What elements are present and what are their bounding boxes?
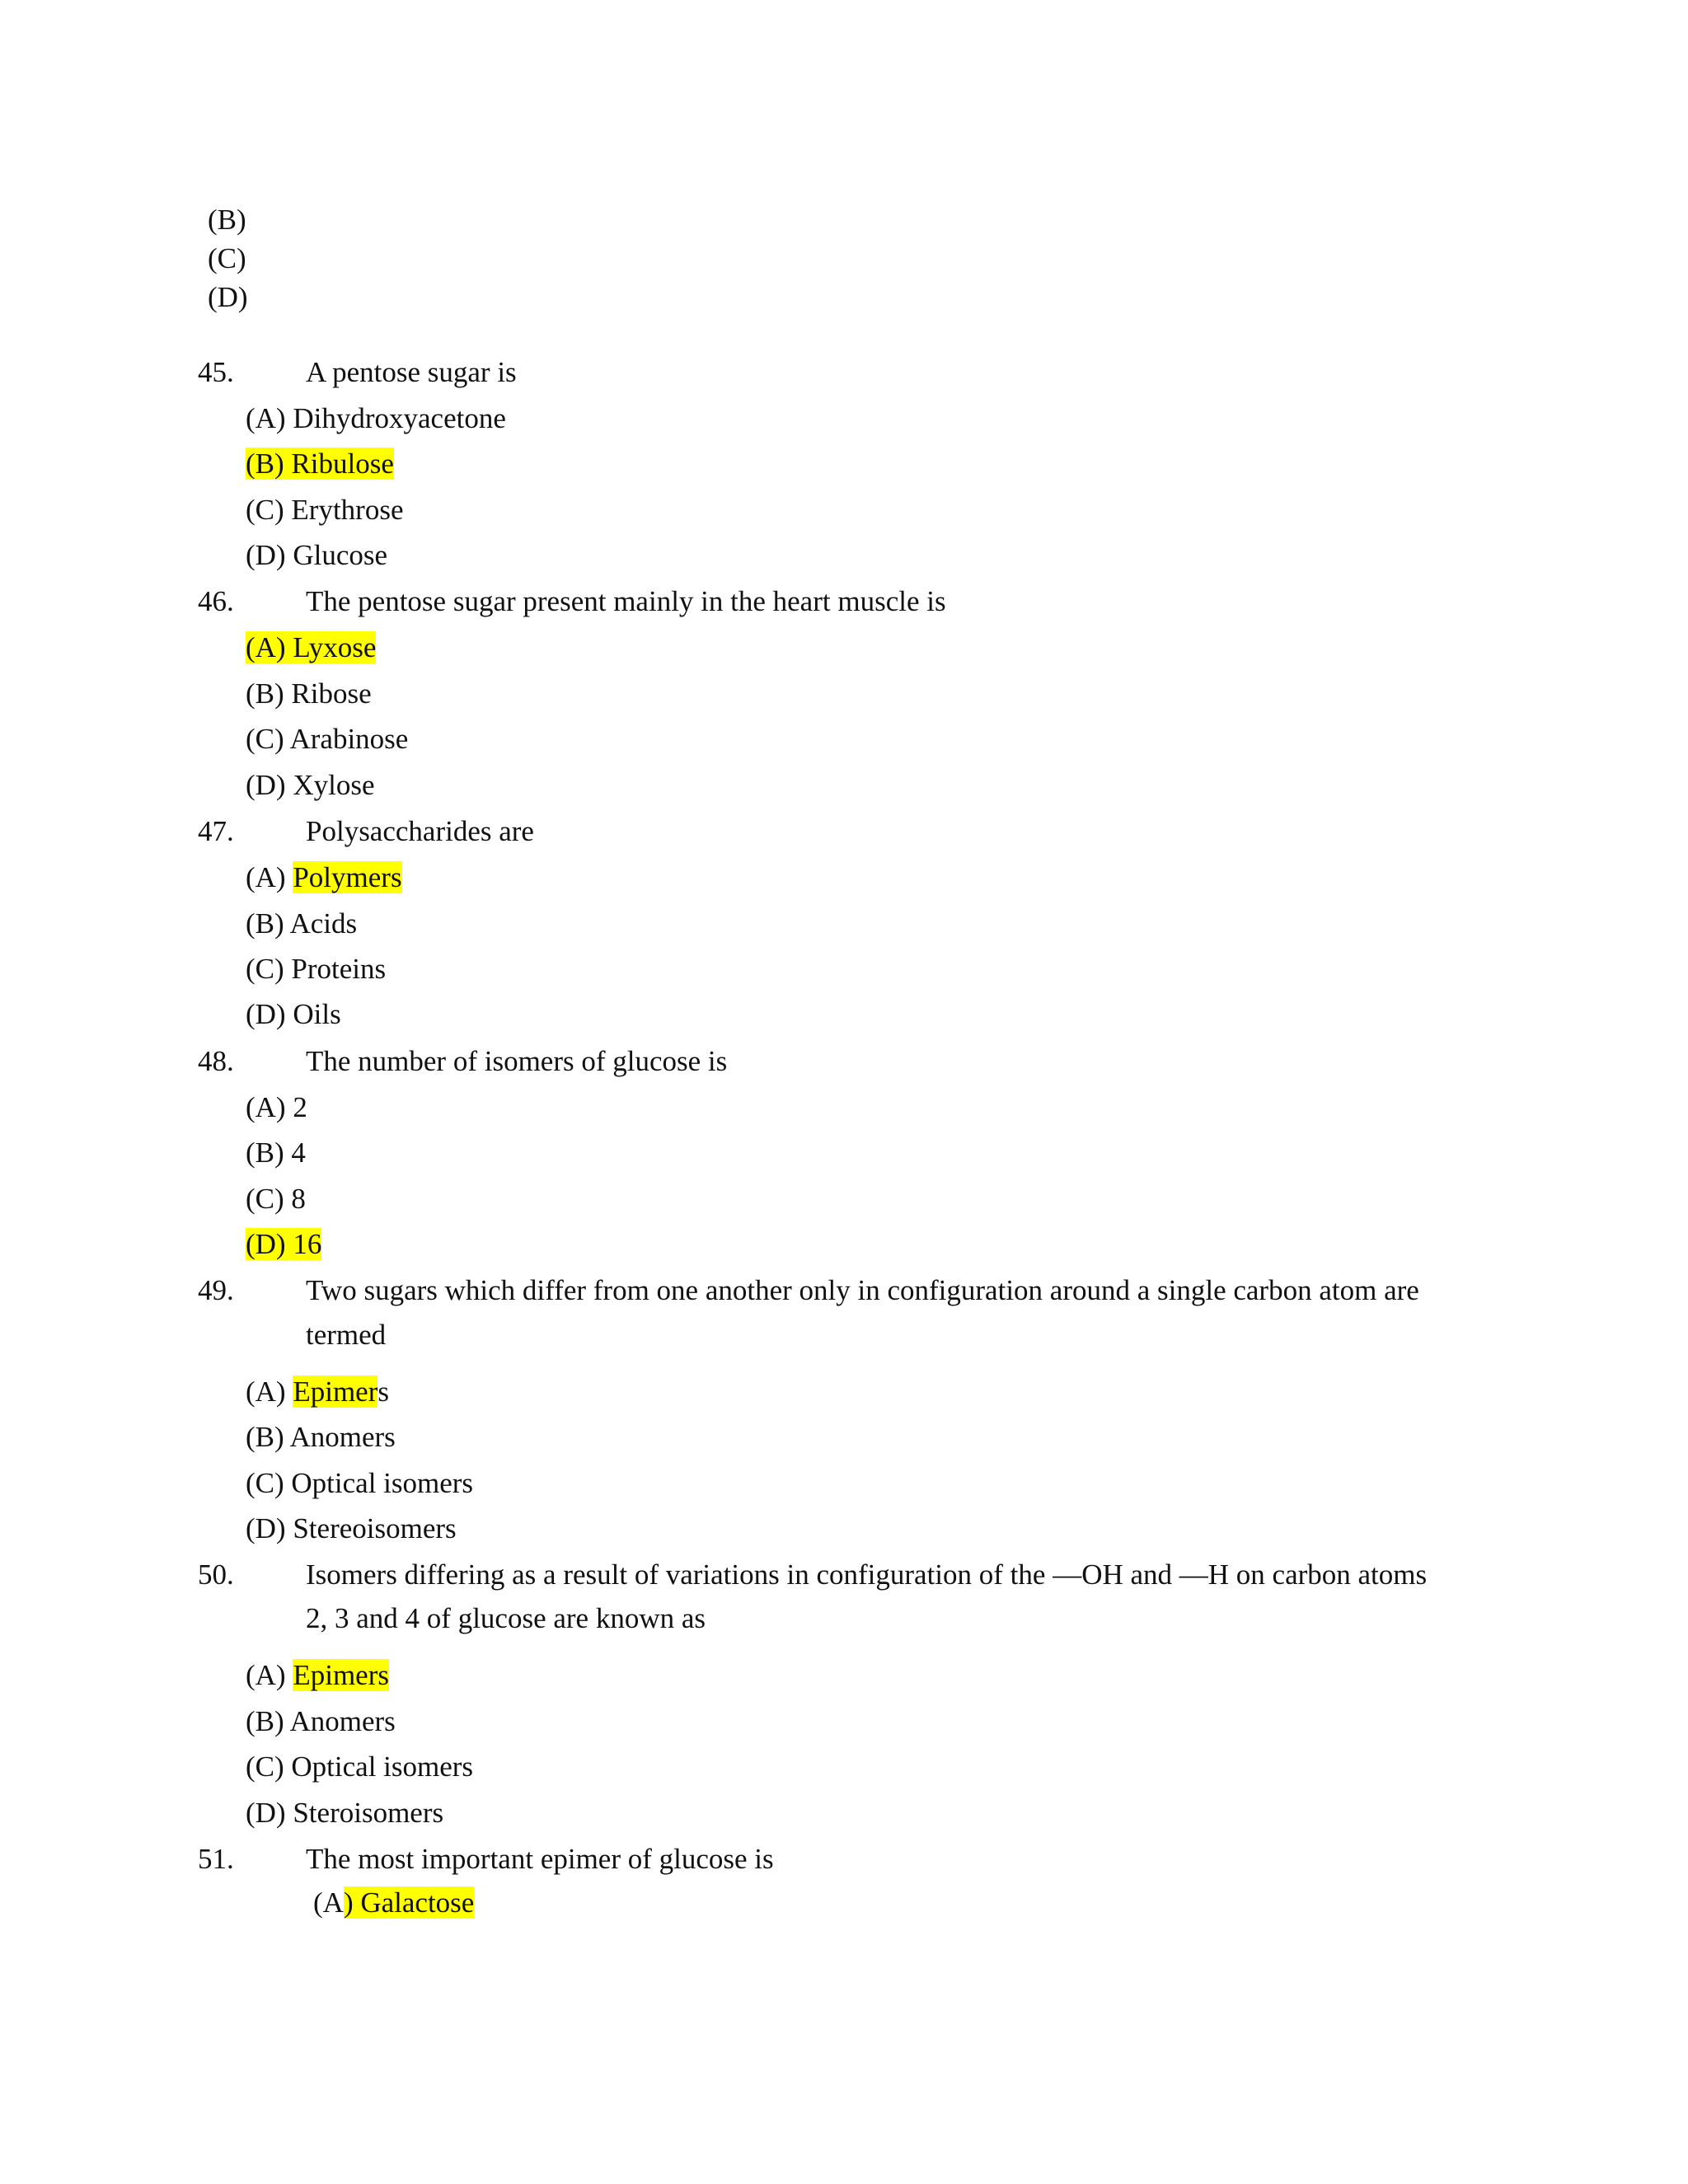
question-51-text: The most important epimer of glucose is [306, 1843, 774, 1875]
q48-option-a [246, 1089, 307, 1127]
option-label: (A [313, 1886, 344, 1919]
q47-option-c [246, 950, 386, 988]
option-text: Xylose [293, 769, 375, 801]
option-label: (D) [246, 1512, 286, 1544]
q45-option-c [246, 491, 403, 529]
question-47-text: Polysaccharides are [306, 815, 534, 847]
q46-option-b [246, 675, 372, 713]
option-text: Optical isomers [291, 1467, 474, 1499]
option-text: Lyxose [293, 631, 377, 663]
q49-option-d [246, 1510, 457, 1548]
option-text-rest: s [377, 1376, 389, 1408]
question-50-text-line1: Isomers differing as a result of variations in configuration of the —OH and —H on carbon atoms [306, 1558, 1428, 1591]
q47-option-a [246, 859, 402, 897]
option-text: Optical isomers [291, 1750, 474, 1783]
q50-option-c [246, 1748, 473, 1786]
q49-option-b [246, 1418, 396, 1456]
fragment-option-c: (C) [208, 242, 246, 274]
option-text: 8 [291, 1183, 306, 1215]
q50-option-d [246, 1794, 443, 1832]
q48-option-c [246, 1180, 306, 1218]
option-text: Dihydroxyacetone [293, 402, 506, 434]
question-45-number: 45. [198, 356, 234, 388]
highlighted-answer [344, 1886, 474, 1919]
option-label-close: ) [343, 1886, 354, 1919]
option-text: Arabinose [289, 723, 409, 755]
option-label: (A) [246, 861, 286, 893]
option-text: 2 [293, 1091, 307, 1123]
option-label: (C) [246, 1183, 284, 1215]
option-text: Anomers [289, 1421, 396, 1453]
option-text: Oils [293, 998, 341, 1030]
option-label: (A) [246, 1376, 286, 1408]
option-label: (B) [246, 1421, 284, 1453]
fragment-option-d: (D) [208, 281, 248, 313]
highlighted-answer: Polymers [293, 861, 402, 893]
highlighted-answer: Epimer [293, 1376, 378, 1408]
q48-option-d [246, 1226, 321, 1263]
question-46-number: 46. [198, 585, 234, 617]
option-text: Steroisomers [293, 1797, 444, 1829]
option-text: Proteins [291, 953, 387, 985]
option-label: (A) [246, 631, 286, 663]
q48-option-b [246, 1134, 306, 1172]
option-label: (C) [246, 723, 284, 755]
option-text: Anomers [289, 1705, 396, 1737]
fragment-option-b: (B) [208, 204, 246, 236]
option-label: (D) [246, 1797, 286, 1829]
q46-option-d [246, 766, 375, 804]
option-text: Glucose [293, 539, 388, 571]
option-label: (B) [246, 448, 284, 480]
question-51-number: 51. [198, 1843, 234, 1875]
option-text: 4 [291, 1137, 306, 1169]
option-label: (B) [246, 1705, 284, 1737]
question-46-text: The pentose sugar present mainly in the heart muscle is [306, 585, 946, 617]
question-49-text-line2: termed [306, 1319, 387, 1351]
q49-option-a [246, 1373, 389, 1411]
question-47-number: 47. [198, 815, 234, 847]
q47-option-b [246, 905, 357, 943]
question-50-number: 50. [198, 1558, 234, 1591]
option-text: Ribulose [291, 448, 394, 480]
option-text: Ribose [291, 677, 372, 710]
q45-option-d [246, 537, 387, 574]
option-label: (B) [246, 1137, 284, 1169]
option-label: (A) [246, 1091, 286, 1123]
option-text: Galactose [360, 1886, 475, 1919]
option-label: (C) [246, 1750, 284, 1783]
question-48-number: 48. [198, 1045, 234, 1077]
q51-option-a [313, 1884, 474, 1922]
q47-option-d [246, 996, 341, 1033]
option-label: (D) [246, 769, 286, 801]
q50-option-b [246, 1703, 396, 1741]
option-label: (B) [246, 907, 284, 940]
option-text: Stereoisomers [293, 1512, 457, 1544]
option-label: (C) [246, 953, 284, 985]
option-label: (C) [246, 494, 284, 526]
option-label: (C) [246, 1467, 284, 1499]
question-45-text: A pentose sugar is [306, 356, 517, 388]
option-text: Erythrose [291, 494, 404, 526]
highlighted-answer [246, 1228, 321, 1260]
question-49-number: 49. [198, 1274, 234, 1306]
option-text: 16 [293, 1228, 322, 1260]
q46-option-a [246, 629, 376, 667]
option-label: (A) [246, 402, 286, 434]
highlighted-answer: Epimers [293, 1659, 389, 1691]
option-label: (B) [246, 677, 284, 710]
option-label: (D) [246, 1228, 286, 1260]
question-49-text-line1: Two sugars which differ from one another only in configuration around a single carbon atom are [306, 1274, 1419, 1306]
q46-option-c [246, 720, 408, 758]
q50-option-a [246, 1657, 389, 1694]
highlighted-answer [246, 631, 376, 663]
highlighted-answer [246, 448, 394, 480]
option-text: Acids [289, 907, 358, 940]
option-label: (D) [246, 539, 286, 571]
q49-option-c [246, 1465, 473, 1502]
option-label: (A) [246, 1659, 286, 1691]
question-50-text-line2: 2, 3 and 4 of glucose are known as [306, 1602, 706, 1634]
question-48-text: The number of isomers of glucose is [306, 1045, 728, 1077]
option-label: (D) [246, 998, 286, 1030]
q45-option-b [246, 445, 394, 483]
q45-option-a [246, 400, 506, 438]
